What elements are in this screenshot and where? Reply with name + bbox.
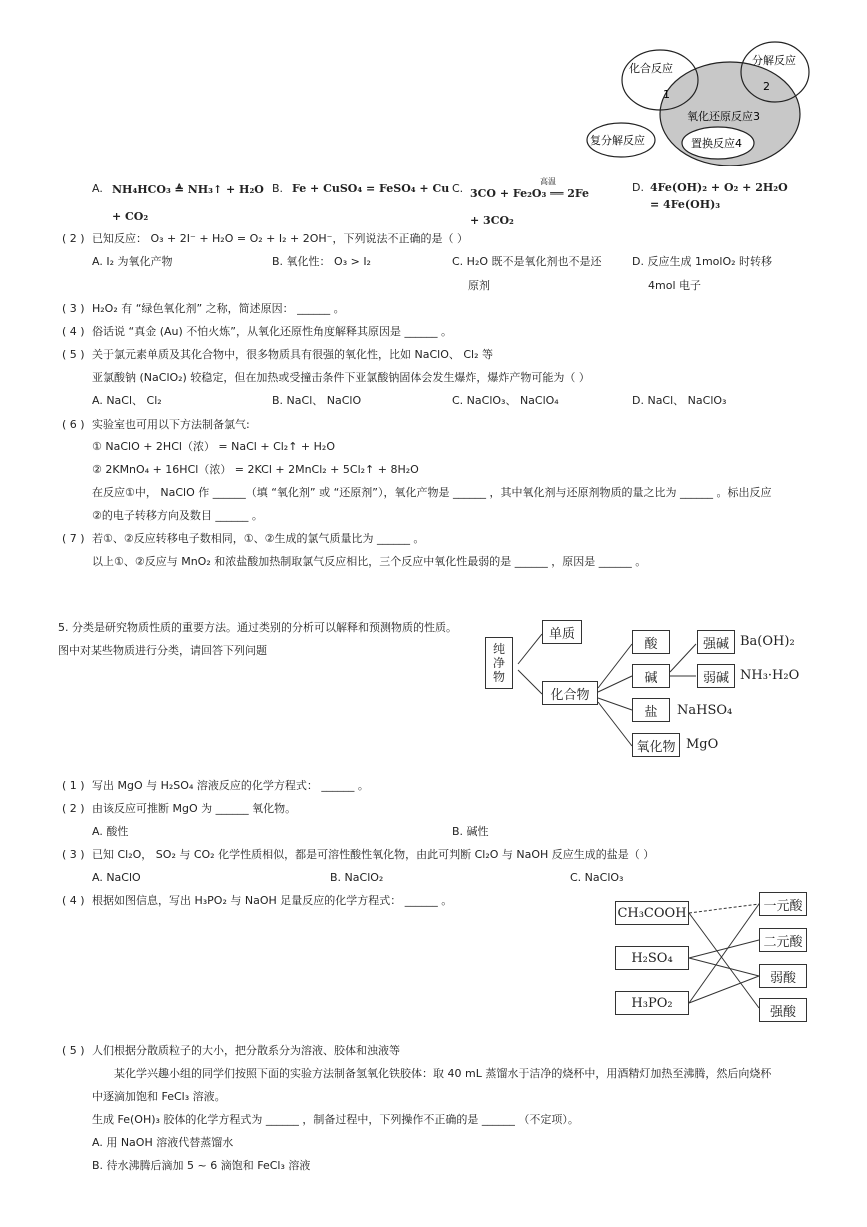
p5-q5-line-4: 生成 Fe(OH)₃ 胶体的化学方程式为 ______ ，制备过程中，下列操作不正确的是 ______ （不定项）。 [92, 1113, 579, 1126]
tree-weak-base-example: NH₃·H₂O [740, 668, 800, 683]
p5-q1-number: ( 1 ) [62, 779, 85, 792]
tree-base: 碱 [632, 664, 670, 688]
match-right-diprotic: 二元酸 [759, 928, 807, 952]
match-left-h3po2: H₃PO₂ [615, 991, 689, 1015]
q6-stem: 实验室也可用以下方法制备氯气: [92, 418, 250, 431]
p5-q3-option-b: B. NaClO₂ [330, 871, 384, 884]
p5-q3-number: ( 3 ) [62, 848, 85, 861]
p5-q3-option-c: C. NaClO₃ [570, 871, 624, 884]
q5-option-b: B. NaCl、 NaClO [272, 394, 362, 407]
match-left-ch3cooh: CH₃COOH [615, 901, 689, 925]
p5-q5-number: ( 5 ) [62, 1044, 85, 1057]
reaction-venn-diagram [585, 36, 815, 166]
q5-option-d: D. NaCl、 NaClO₃ [632, 394, 727, 407]
q1-option-a-text-2: + CO₂ [112, 210, 149, 223]
q5-stem: 关于氯元素单质及其化合物中，很多物质具有很强的氧化性，比如 NaClO、 Cl₂ 等 [92, 348, 493, 361]
p5-q4-number: ( 4 ) [62, 894, 85, 907]
q6-number: ( 6 ) [62, 418, 85, 431]
tree-salt-example: NaHSO₄ [677, 703, 733, 718]
q6-reaction-2: ② 2KMnO₄ + 16HCl（浓） = 2KCl + 2MnCl₂ + 5Cl₂↑ + 8H₂O [92, 463, 419, 476]
q5-number: ( 5 ) [62, 348, 85, 361]
q1-option-c-condition: 高温 [540, 177, 556, 186]
tree-oxide-example: MgO [686, 737, 719, 752]
decomposition-label: 分解反应 [752, 54, 796, 67]
part5-intro-2: 图中对某些物质进行分类，请回答下列问题 [58, 644, 267, 657]
q5-option-a: A. NaCl、 Cl₂ [92, 394, 162, 407]
tree-oxide: 氧化物 [632, 733, 680, 757]
tree-acid: 酸 [632, 630, 670, 654]
part5-intro-1: 5. 分类是研究物质性质的重要方法。通过类别的分析可以解释和预测物质的性质。 [58, 621, 457, 634]
region-2-label: 2 [763, 80, 770, 93]
q2-option-d-2: 4mol 电子 [648, 279, 701, 292]
p5-q2-number: ( 2 ) [62, 802, 85, 815]
q2-option-c-2: 原剂 [468, 279, 490, 292]
p5-q2-option-a: A. 酸性 [92, 825, 129, 838]
p5-q1-stem: 写出 MgO 与 H₂SO₄ 溶液反应的化学方程式： ______ 。 [92, 779, 369, 792]
p5-q5-stem: 人们根据分散质粒子的大小，把分散系分为溶液、胶体和浊液等 [92, 1044, 400, 1057]
tree-strong-base-example: Ba(OH)₂ [740, 634, 795, 649]
q3-number: ( 3 ) [62, 302, 85, 315]
displacement-label: 置换反应4 [691, 137, 742, 150]
q2-option-c: C. H₂O 既不是氧化剂也不是还 [452, 255, 602, 268]
q5-option-c: C. NaClO₃、 NaClO₄ [452, 394, 559, 407]
p5-q3-option-a: A. NaClO [92, 871, 141, 884]
q1-option-a-text: NH₄HCO₃ ≜ NH₃↑ + H₂O [112, 183, 264, 196]
q7-stem: 若①、②反应转移电子数相同，①、②生成的氯气质量比为 ______ 。 [92, 532, 425, 545]
q2-stem: 已知反应： O₃ + 2I⁻ + H₂O = O₂ + I₂ + 2OH⁻，下列说法不正确的是（ ） [92, 232, 468, 245]
combination-label: 化合反应 [629, 62, 673, 75]
q2-option-b: B. 氧化性： O₃ > I₂ [272, 255, 371, 268]
p5-q5-option-b: B. 待水沸腾后滴加 5 ~ 6 滴饱和 FeCl₃ 溶液 [92, 1159, 311, 1172]
q3-stem: H₂O₂ 有 “绿色氧化剂” 之称，简述原因： ______ 。 [92, 302, 345, 315]
q2-number: ( 2 ) [62, 232, 85, 245]
q1-option-b-label: B. [272, 182, 284, 195]
region-1-label: 1 [663, 88, 670, 101]
q1-option-d-text-2: = 4Fe(OH)₃ [650, 198, 721, 211]
match-right-monoprotic: 一元酸 [759, 892, 807, 916]
q2-option-d: D. 反应生成 1molO₂ 时转移 [632, 255, 773, 268]
q7-number: ( 7 ) [62, 532, 85, 545]
match-left-h2so4: H₂SO₄ [615, 946, 689, 970]
q6-sentence-1: 在反应①中， NaClO 作 ______（填 “氧化剂” 或 “还原剂”），氧化产物是 ______ ，其中氧化剂与还原剂物质的量之比为 ______ 。标出反应 [92, 486, 772, 499]
p5-q5-line-2: 某化学兴趣小组的同学们按照下面的实验方法制备氢氧化铁胶体：取 40 mL 蒸馏水于洁净的烧杯中，用酒精灯加热至沸腾，然后向烧杯 [114, 1067, 772, 1080]
q1-option-c-label: C. [452, 182, 464, 195]
q1-option-d-text: 4Fe(OH)₂ + O₂ + 2H₂O [650, 181, 788, 194]
p5-q5-line-3: 中逐滴加饱和 FeCl₃ 溶液。 [92, 1090, 226, 1103]
p5-q5-option-a: A. 用 NaOH 溶液代替蒸馏水 [92, 1136, 234, 1149]
tree-strong-base: 强碱 [697, 630, 735, 654]
q1-option-a-label: A. [92, 182, 103, 195]
p5-q2-option-b: B. 碱性 [452, 825, 489, 838]
p5-q2-stem: 由该反应可推断 MgO 为 ______ 氧化物。 [92, 802, 297, 815]
tree-element: 单质 [542, 620, 582, 644]
tree-salt: 盐 [632, 698, 670, 722]
q1-option-c-text: 3CO + Fe₂O₃ ══ 2Fe [470, 187, 590, 200]
p5-q3-stem: 已知 Cl₂O， SO₂ 与 CO₂ 化学性质相似，都是可溶性酸性氧化物，由此可判断 Cl₂O 与 NaOH 反应生成的盐是（ ） [92, 848, 655, 861]
q4-stem: 俗话说 “真金 (Au) 不怕火炼”，从氧化还原性角度解释其原因是 ______ 。 [92, 325, 452, 338]
q6-sentence-2: ②的电子转移方向及数目 ______ 。 [92, 509, 263, 522]
match-right-weak-acid: 弱酸 [759, 964, 807, 988]
q5-stem-2: 亚氯酸钠 (NaClO₂) 较稳定，但在加热或受撞击条件下亚氯酸钠固体会发生爆炸，爆炸产物可能为（ ） [92, 371, 590, 384]
p5-q4-stem: 根据如图信息，写出 H₃PO₂ 与 NaOH 足量反应的化学方程式： ______ 。 [92, 894, 453, 907]
tree-weak-base: 弱碱 [697, 664, 735, 688]
q1-option-b-text: Fe + CuSO₄ = FeSO₄ + Cu [292, 182, 450, 195]
double-displacement-label: 复分解反应 [590, 134, 645, 147]
q1-option-c-text-2: + 3CO₂ [470, 214, 514, 227]
tree-compound: 化合物 [542, 681, 598, 705]
tree-pure-substance: 纯净物 [485, 637, 513, 689]
q1-option-d-label: D. [632, 181, 644, 194]
q4-number: ( 4 ) [62, 325, 85, 338]
q6-reaction-1: ① NaClO + 2HCl（浓） = NaCl + Cl₂↑ + H₂O [92, 440, 335, 453]
match-right-strong-acid: 强酸 [759, 998, 807, 1022]
q2-option-a: A. I₂ 为氧化产物 [92, 255, 173, 268]
q7-stem-2: 以上①、②反应与 MnO₂ 和浓盐酸加热制取氯气反应相比，三个反应中氧化性最弱的是 ______ ，原因是 ______ 。 [92, 555, 647, 568]
redox-label: 氧化还原反应3 [687, 110, 760, 123]
